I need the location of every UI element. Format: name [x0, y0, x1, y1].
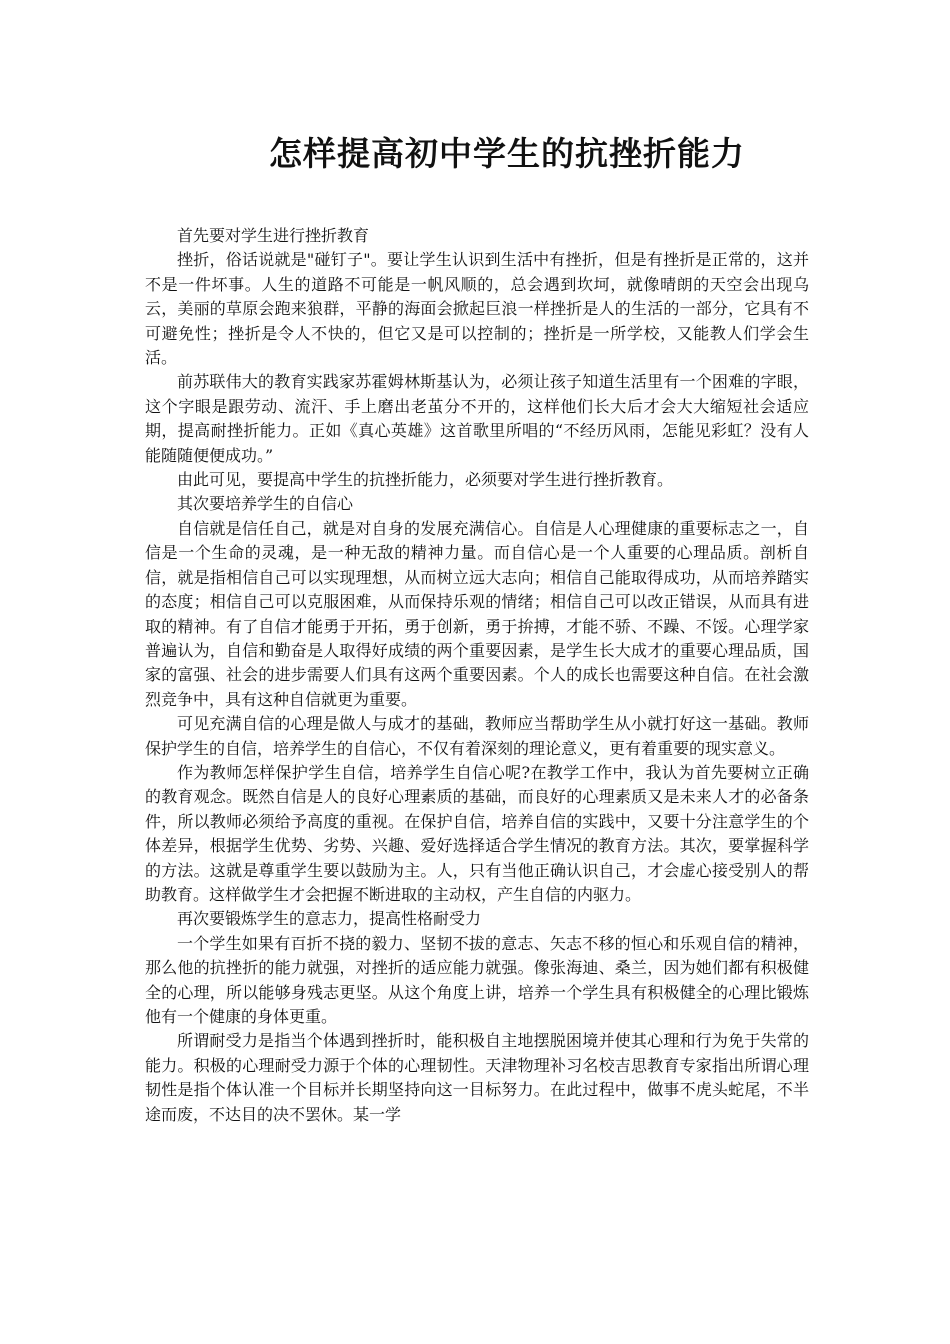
document-title: 怎样提高初中学生的抗挫折能力 — [269, 134, 745, 173]
paragraph: 前苏联伟大的教育实践家苏霍姆林斯基认为，必须让孩子知道生活里有一个困难的字眼，这个字眼是跟劳动、流汗、手上磨出老茧分不开的，这样他们长大后才会大大缩短社会适应期，提高耐挫折能力。正如《真心英雄》这首歌里所唱的“不经历风雨，怎能见彩虹？没有人能随随便便成功。” — [145, 372, 809, 465]
section-heading-1: 首先要对学生进行挫折教育 — [177, 226, 370, 245]
paragraph: 自信就是信任自己，就是对自身的发展充满信心。自信是人心理健康的重要标志之一，自信是一个生命的灵魂，是一种无敌的精神力量。而自信心是一个人重要的心理品质。剖析自信，就是指相信自己可以实现理想，从而树立远大志向；相信自己能取得成功，从而培养踏实的态度；相信自己可以克服困难，从而保持乐观的情绪；相信自己可以改正错误，从而具有进取的精神。有了自信才能勇于开拓，勇于创新，勇于拚搏，才能不骄、不躁、不馁。心理学家普遍认为，自信和勤奋是人取得好成绩的两个重要因素，是学生长大成才的重要心理品质，国家的富强、社会的进步需要人们具有这两个重要因素。个人的成长也需要这种自信。在社会激烈竞争中，具有这种自信就更为重要。 — [145, 518, 809, 709]
section-heading-2: 其次要培养学生的自信心 — [177, 494, 354, 514]
document-body — [145, 224, 809, 1127]
paragraph: 由此可见，要提高中学生的抗挫折能力，必须要对学生进行挫折教育。 — [177, 470, 674, 490]
section-heading-3: 再次要锻炼学生的意志力，提高性格耐受力 — [177, 909, 482, 929]
paragraph: 一个学生如果有百折不挠的毅力、坚韧不拔的意志、矢志不移的恒心和乐观自信的精神，那么他的抗挫折的能力就强，对挫折的适应能力就强。像张海迪、桑兰，因为她们都有积极健全的心理，所以能够身残志更坚。从这个角度上讲，培养一个学生具有积极健全的心理比锻炼他有一个健康的身体更重。 — [145, 933, 809, 1026]
paragraph: 可见充满自信的心理是做人与成才的基础，教师应当帮助学生从小就打好这一基础。教师保护学生的自信，培养学生的自信心，不仅有着深刻的理论意义，更有着重要的现实意义。 — [145, 714, 809, 758]
paragraph: 作为教师怎样保护学生自信，培养学生自信心呢?在教学工作中，我认为首先要树立正确的教育观念。既然自信是人的良好心理素质的基础，而良好的心理素质又是未来人才的必备条件，所以教师必须给予高度的重视。在保护自信，培养自信的实践中，又要十分注意学生的个体差异，根据学生优势、劣势、兴趣、爱好选择适合学生情况的教育方法。其次，要掌握科学的方法。这就是尊重学生要以鼓励为主。人，只有当他正确认识自己，才会虚心接受别人的帮助教育。这样做学生才会把握不断进取的主动权，产生自信的内驱力。 — [145, 762, 809, 904]
paragraph: 挫折，俗话说就是"碰钉子"。要让学生认识到生活中有挫折，但是有挫折是正常的，这并不是一件坏事。人生的道路不可能是一帆风顺的，总会遇到坎坷，就像晴朗的天空会出现乌云，美丽的草原会跑来狼群，平静的海面会掀起巨浪一样挫折是人的生活的一部分，它具有不可避免性；挫折是令人不快的，但它又是可以控制的；挫折是一所学校，又能教人们学会生活。 — [145, 250, 809, 368]
paragraph: 所谓耐受力是指当个体遇到挫折时，能积极自主地摆脱困境并使其心理和行为免于失常的能力。积极的心理耐受力源于个体的心理韧性。天津物理补习名校吉思教育专家指出所谓心理韧性是指个体认准一个目标并长期坚持向这一目标努力。在此过程中，做事不虎头蛇尾，不半途而废，不达目的决不罢休。某一学 — [145, 1031, 809, 1124]
